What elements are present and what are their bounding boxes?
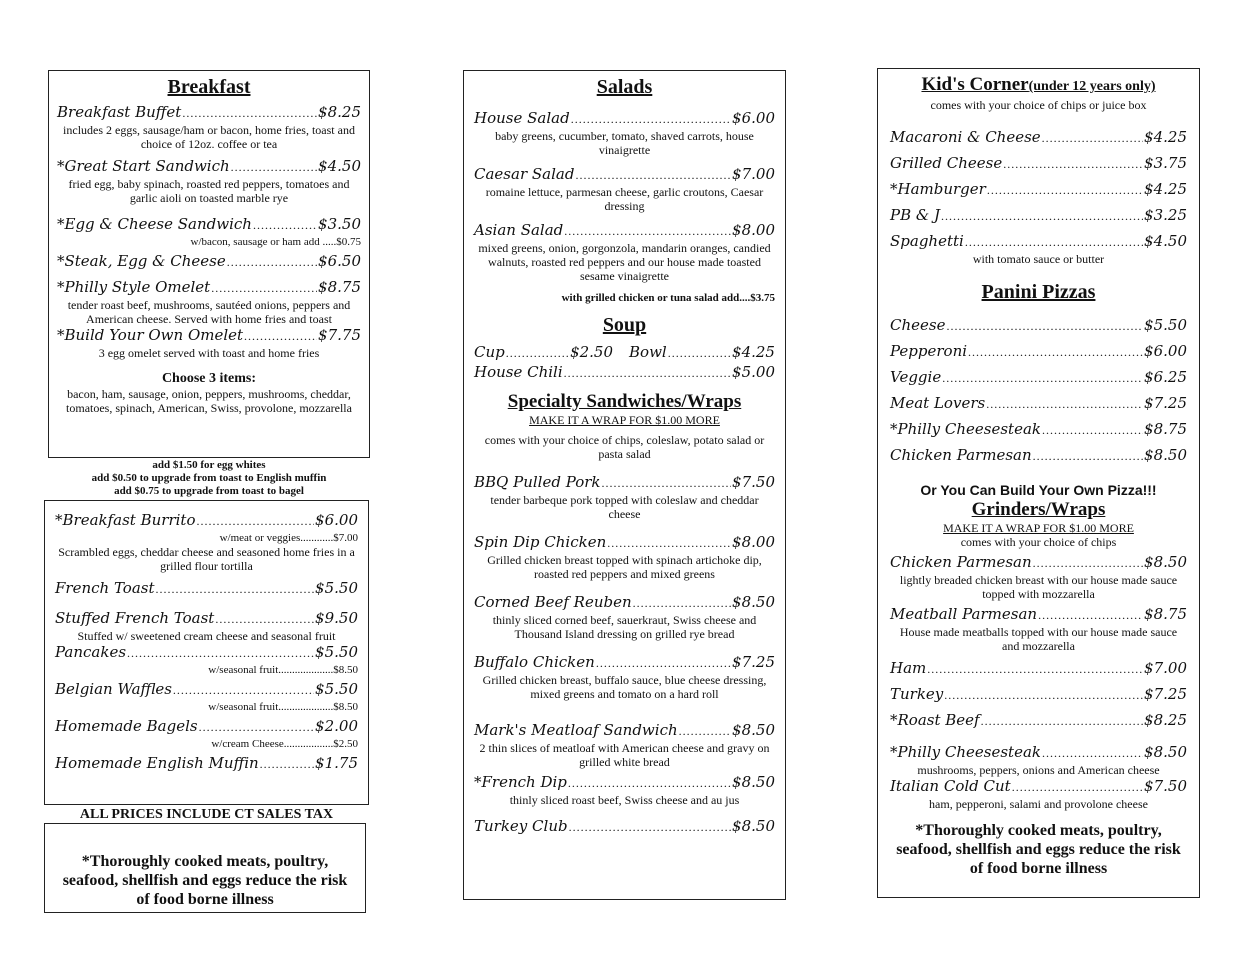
menu-item: Cheese ..... $5.50 <box>890 316 1187 336</box>
menu-item: *Philly Cheesesteak ..... $8.75 <box>890 420 1187 440</box>
menu-item: *Steak, Egg & Cheese ..... $6.50 <box>57 252 361 272</box>
menu-item: Corned Beef Reuben ..... $8.50 <box>474 593 775 613</box>
right-column <box>877 68 1200 898</box>
item-description: romaine lettuce, parmesan cheese, garlic croutons, Caesar dressing <box>485 185 764 213</box>
item-description: mushrooms, peppers, onions and American cheese <box>917 763 1160 777</box>
menu-item: *Great Start Sandwich ..... $4.50 <box>57 157 361 177</box>
menu-item: Pepperoni ..... $6.00 <box>890 342 1187 362</box>
menu-item: Mark's Meatloaf Sandwich ..... $8.50 <box>474 721 775 741</box>
menu-item: *Breakfast Burrito ..... $6.00 <box>55 511 358 531</box>
menu-item: Stuffed French Toast ..... $9.50 <box>55 609 358 629</box>
menu-item: Buffalo Chicken ..... $7.25 <box>474 653 775 673</box>
item-description: Grilled chicken breast, buffalo sauce, blue cheese dressing, mixed greens and tomato on a hard roll <box>482 673 767 701</box>
soup-title: Soup <box>602 314 647 336</box>
menu-item: French Toast ..... $5.50 <box>55 579 358 599</box>
tax-note: ALL PRICES INCLUDE CT SALES TAX <box>79 807 334 822</box>
breakfast-box-2 <box>44 500 369 805</box>
item-description: fried egg, baby spinach, roasted red peppers, tomatoes and garlic aioli on toasted marble rye <box>68 177 350 205</box>
menu-item: Macaroni & Cheese ..... $4.25 <box>890 128 1187 148</box>
kids-title-note: (under 12 years only) <box>1028 79 1156 94</box>
grinders-title: Grinders/Wraps <box>971 499 1106 520</box>
sandwiches-intro: comes with your choice of chips, coleslaw, potato salad or pasta salad <box>484 433 765 461</box>
item-addon: w/cream Cheese..................$2.50 <box>211 738 358 750</box>
item-description: thinly sliced roast beef, Swiss cheese and au jus <box>509 793 740 807</box>
menu-item: Grilled Cheese ..... $3.75 <box>890 154 1187 174</box>
item-description: Grilled chicken breast topped with spinach artichoke dip, roasted red peppers and mixed greens <box>487 553 762 581</box>
menu-item: Homemade Bagels ..... $2.00 <box>55 717 358 737</box>
extra-note: add $1.50 for egg whites <box>152 459 266 471</box>
menu-item: House Chili ..... $5.00 <box>474 363 775 383</box>
menu-item: Turkey Club ..... $8.50 <box>474 817 775 837</box>
menu-item: Chicken Parmesan ..... $8.50 <box>890 553 1187 573</box>
wrap-note: MAKE IT A WRAP FOR $1.00 MORE <box>529 413 720 427</box>
item-description: tender barbeque pork topped with coleslaw and cheddar cheese <box>490 493 759 521</box>
item-description: baby greens, cucumber, tomato, shaved carrots, house vinaigrette <box>495 129 754 157</box>
item-description: includes 2 eggs, sausage/ham or bacon, home fries, toast and choice of 12oz. coffee or tea <box>63 123 355 151</box>
item-description: thinly sliced corned beef, sauerkraut, Swiss cheese and Thousand Island dressing on grilled rye bread <box>492 613 757 641</box>
kids-note: with tomato sauce or butter <box>972 252 1105 266</box>
item-description: tender roast beef, mushrooms, sautéed onions, peppers and American cheese. Served with home fries and toast <box>67 298 351 326</box>
menu-item: Italian Cold Cut ..... $7.50 <box>890 777 1187 797</box>
menu-item: Spaghetti ..... $4.50 <box>890 232 1187 252</box>
menu-item: *Philly Style Omelet ..... $8.75 <box>57 278 361 298</box>
menu-item: Belgian Waffles ..... $5.50 <box>55 680 358 700</box>
choose-title: Choose 3 items: <box>161 371 257 386</box>
menu-item: Meatball Parmesan ..... $8.75 <box>890 605 1187 625</box>
menu-item: Caesar Salad ..... $7.00 <box>474 165 775 185</box>
warning-text: *Thoroughly cooked meats, poultry, seafood, shellfish and eggs reduce the risk of food borne illness <box>62 853 348 908</box>
item-description: ham, pepperoni, salami and provolone cheese <box>929 797 1148 811</box>
menu-item: Chicken Parmesan ..... $8.50 <box>890 446 1187 466</box>
salad-addon: with grilled chicken or tuna salad add....$3.75 <box>561 292 775 304</box>
item-description: lightly breaded chicken breast with our house made sauce topped with mozzarella <box>899 573 1178 601</box>
menu-item: Ham ..... $7.00 <box>890 659 1187 679</box>
item-description: 2 thin slices of meatloaf with American cheese and gravy on grilled white bread <box>479 741 770 769</box>
item-description: House made meatballs topped with our house made sauce and mozzarella <box>899 625 1178 653</box>
menu-item: *Build Your Own Omelet ..... $7.75 <box>57 326 361 346</box>
sandwiches-title: Specialty Sandwiches/Wraps <box>507 391 742 412</box>
menu-item: Turkey ..... $7.25 <box>890 685 1187 705</box>
breakfast-box <box>48 70 370 458</box>
menu-item: Pancakes ..... $5.50 <box>55 643 358 663</box>
pizzas-title: Panini Pizzas <box>981 281 1096 303</box>
soup-sizes: Cup ..... $2.50 Bowl ..... $4.25 <box>474 343 775 363</box>
warning-box-left <box>44 823 366 913</box>
item-description: mixed greens, onion, gorgonzola, mandarin oranges, candied walnuts, roasted red peppers and our house made toasted sesame vinaigrette <box>478 241 771 283</box>
build-pizza-note: Or You Can Build Your Own Pizza!!! <box>920 482 1157 498</box>
menu-item: Asian Salad ..... $8.00 <box>474 221 775 241</box>
choose-text: bacon, ham, sausage, onion, peppers, mushrooms, cheddar, tomatoes, spinach, American, Swiss, provolone, mozzarella <box>66 387 352 415</box>
salads-title: Salads <box>596 76 653 98</box>
menu-item: *Hamburger ..... $4.25 <box>890 180 1187 200</box>
menu-item: Veggie ..... $6.25 <box>890 368 1187 388</box>
menu-item: Breakfast Buffet ..... $8.25 <box>57 103 361 123</box>
item-description: Scrambled eggs, cheddar cheese and seasoned home fries in a grilled flour tortilla <box>58 545 355 573</box>
middle-column <box>463 70 786 900</box>
menu-item: *French Dip ..... $8.50 <box>474 773 775 793</box>
menu-item: Spin Dip Chicken ..... $8.00 <box>474 533 775 553</box>
menu-item: Meat Lovers ..... $7.25 <box>890 394 1187 414</box>
warning-text: *Thoroughly cooked meats, poultry, seafood, shellfish and eggs reduce the risk of food borne illness <box>896 822 1181 877</box>
extra-note: add $0.50 to upgrade from toast to English muffin <box>91 472 327 484</box>
item-addon: w/seasonal fruit....................$8.50 <box>208 664 358 676</box>
kids-header <box>890 73 1187 98</box>
menu-item: *Philly Cheesesteak ..... $8.50 <box>890 743 1187 763</box>
menu-item: Homemade English Muffin ..... $1.75 <box>55 754 358 774</box>
item-addon: w/bacon, sausage or ham add .....$0.75 <box>190 236 361 248</box>
menu-item: PB & J ..... $3.25 <box>890 206 1187 226</box>
menu-item: *Egg & Cheese Sandwich ..... $3.50 <box>57 215 361 235</box>
grinders-intro: comes with your choice of chips <box>960 535 1117 549</box>
wrap-note: MAKE IT A WRAP FOR $1.00 MORE <box>943 521 1134 535</box>
breakfast-title: Breakfast <box>167 76 251 98</box>
item-description: Stuffed w/ sweetened cream cheese and seasonal fruit <box>77 629 336 643</box>
item-description: 3 egg omelet served with toast and home fries <box>98 346 320 360</box>
kids-intro: comes with your choice of chips or juice box <box>930 98 1147 112</box>
item-addon: w/seasonal fruit....................$8.50 <box>208 701 358 713</box>
item-addon: w/meat or veggies............$7.00 <box>219 532 358 544</box>
menu-item: *Roast Beef ..... $8.25 <box>890 711 1187 731</box>
extra-note: add $0.75 to upgrade from toast to bagel <box>114 485 304 497</box>
breakfast-extras <box>48 459 370 498</box>
kids-title: Kid's Corner <box>921 74 1029 95</box>
menu-item: House Salad ..... $6.00 <box>474 109 775 129</box>
menu-item: BBQ Pulled Pork ..... $7.50 <box>474 473 775 493</box>
